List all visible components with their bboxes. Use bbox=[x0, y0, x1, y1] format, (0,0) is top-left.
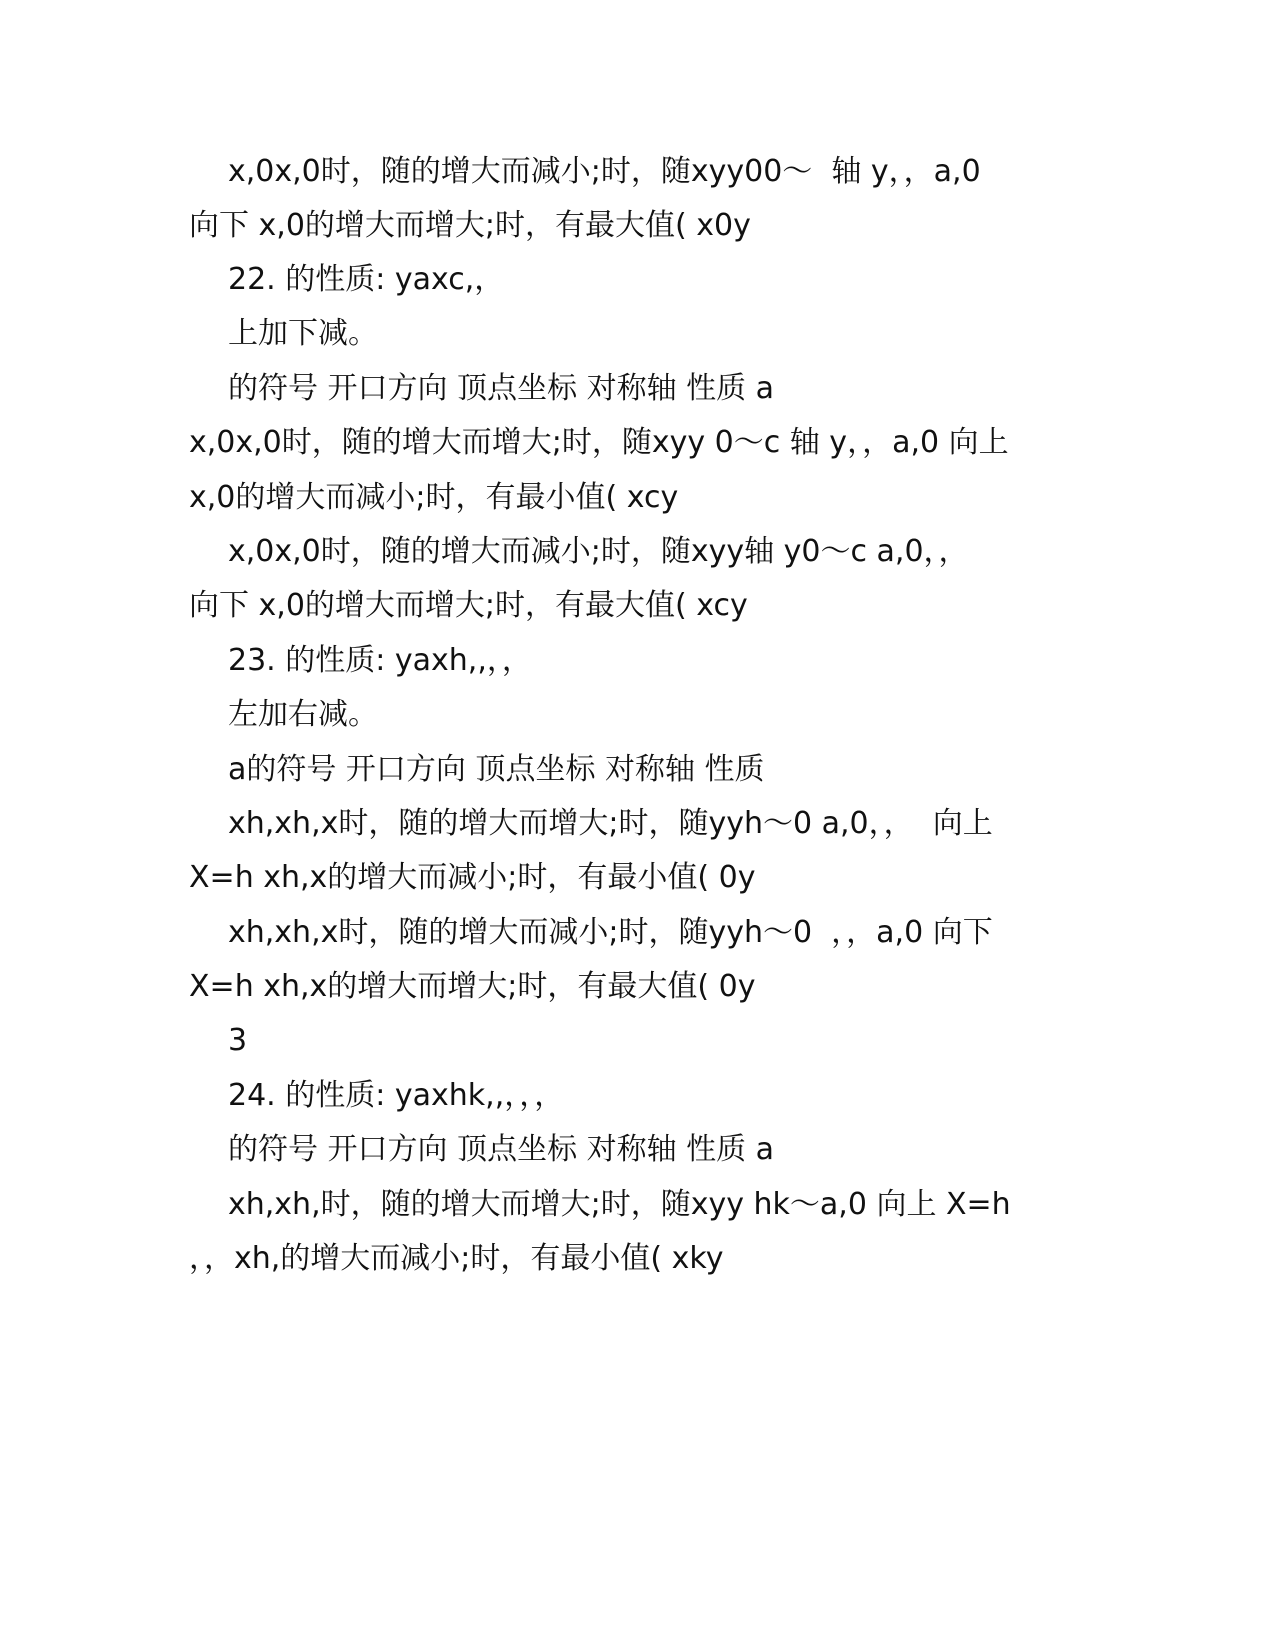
table-header-24: 的符号 开口方向 顶点坐标 对称轴 性质 a bbox=[228, 1132, 775, 1167]
text-line-6: x,0x,0时，随的增大而增大;时，随xyy 0～c 轴 y，，a,0 向上 bbox=[189, 425, 1009, 460]
text-line-21: ，，xh,的增大而减小;时，有最小值( xky bbox=[189, 1241, 724, 1276]
section-24-heading: 24. 的性质: yaxhk,,，，， bbox=[228, 1078, 565, 1113]
page-number: 3 bbox=[228, 1023, 248, 1058]
text-line-16: X=h xh,x的增大而增大;时，有最大值( 0y bbox=[189, 969, 756, 1004]
text-line-13: xh,xh,x时，随的增大而增大;时，随yyh～0 a,0，， 向上 bbox=[228, 806, 993, 841]
text-line-8: x,0x,0时，随的增大而减小;时，随xyy轴 y0～c a,0，， bbox=[228, 534, 969, 569]
table-header-22: 的符号 开口方向 顶点坐标 对称轴 性质 a bbox=[228, 371, 775, 406]
text-line-14: X=h xh,x的增大而减小;时，有最小值( 0y bbox=[189, 860, 756, 895]
text-line-11: 左加右减。 bbox=[228, 697, 378, 732]
text-line-4: 上加下减。 bbox=[228, 316, 378, 351]
text-line-2: 向下 x,0的增大而增大;时，有最大值( x0y bbox=[189, 208, 751, 243]
text-line-20: xh,xh,时，随的增大而增大;时，随xyy hk～a,0 向上 X=h bbox=[228, 1187, 1011, 1222]
text-line-15: xh,xh,x时，随的增大而减小;时，随yyh～0 ，，a,0 向下 bbox=[228, 915, 993, 950]
text-line-9: 向下 x,0的增大而增大;时，有最大值( xcy bbox=[189, 588, 748, 623]
section-22-heading: 22. 的性质: yaxc,， bbox=[228, 262, 505, 297]
section-23-heading: 23. 的性质: yaxh,,，， bbox=[228, 643, 532, 678]
table-header-23: a的符号 开口方向 顶点坐标 对称轴 性质 bbox=[228, 752, 765, 787]
text-line-1: x,0x,0时，随的增大而减小;时，随xyy00～ 轴 y，，a,0 bbox=[228, 154, 981, 189]
text-line-7: x,0的增大而减小;时，有最小值( xcy bbox=[189, 480, 679, 515]
